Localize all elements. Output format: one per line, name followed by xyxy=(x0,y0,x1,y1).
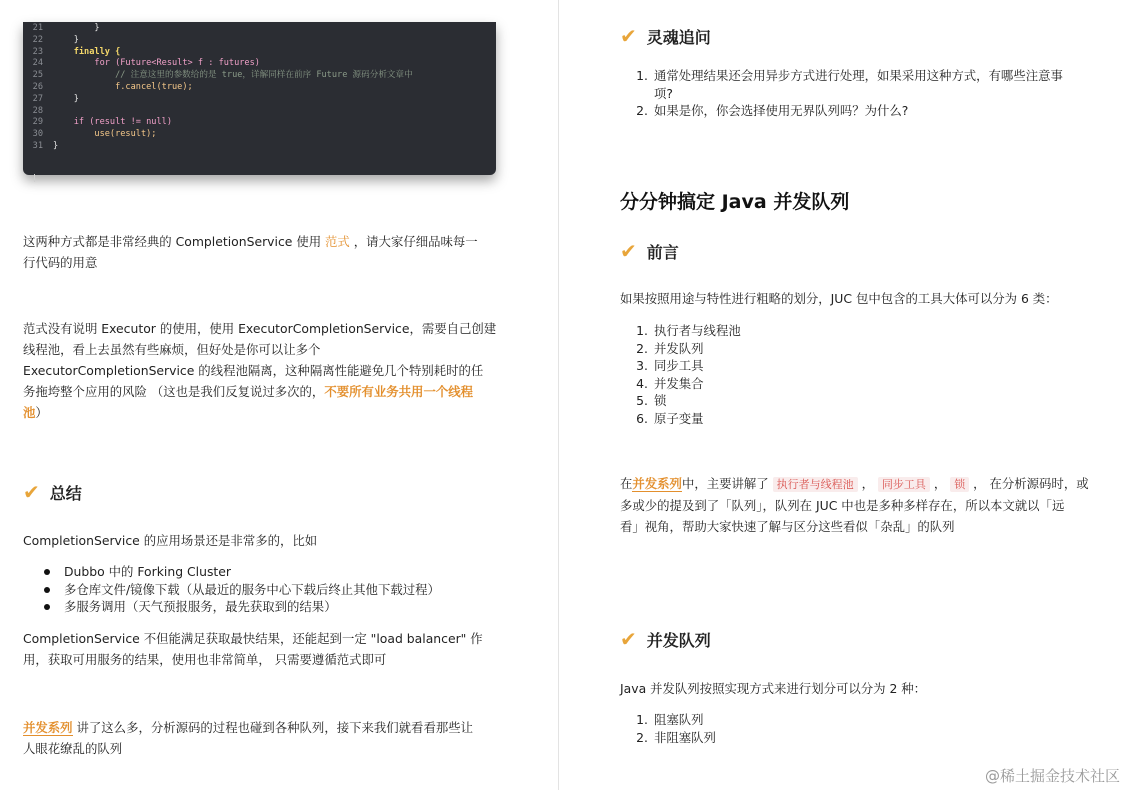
code-block xyxy=(23,22,496,175)
checkmark-icon: ✔ xyxy=(620,627,637,651)
item-number: 6. xyxy=(636,410,648,426)
item-number: 3. xyxy=(636,358,648,373)
series-link[interactable]: 并发系列 xyxy=(23,720,73,735)
code-line xyxy=(23,82,496,94)
text: 讲了这么多，分析源码的过程也碰到各种队列，接下来我们就看看那些让 xyxy=(72,720,474,735)
item-text: Dubbo 中的 Forking Cluster xyxy=(64,564,231,579)
item-number: 1. xyxy=(636,323,648,338)
item-number: 2. xyxy=(636,729,648,745)
code-comment: // 注意这里的参数给的是 true，详解同样在前序 Future 源码分析文章中 xyxy=(53,70,413,81)
text: ExecutorCompletionService 的线程池隔离，这种隔离性能避免几个特别耗时的任 xyxy=(23,363,484,378)
list-item xyxy=(620,375,741,393)
list-item xyxy=(620,711,716,729)
item-text xyxy=(654,67,1063,102)
code-text: } xyxy=(53,34,79,45)
list-item xyxy=(620,729,716,747)
line-number: 28 xyxy=(32,105,43,116)
heading-text: 前言 xyxy=(646,242,679,262)
watermark: @稀土掘金技术社区 xyxy=(984,767,1120,785)
code-text: } xyxy=(53,93,79,104)
list-item xyxy=(40,598,440,616)
item-number: 2. xyxy=(636,340,648,356)
text: 中，主要讲解了 xyxy=(681,476,773,491)
text: 在 xyxy=(620,476,633,491)
item-number: 5. xyxy=(636,393,648,408)
inline-code-tag: 同步工具 xyxy=(878,477,930,492)
line-number: 21 xyxy=(32,23,43,33)
code-text: if (result != null) xyxy=(53,117,172,128)
text: 用，获取可用服务的结果，使用也非常简单， 只需要遵循范式即可 xyxy=(23,652,387,667)
item-number: 2. xyxy=(636,103,648,118)
text: 人眼花缭乱的队列 xyxy=(23,741,123,756)
summary-intro: CompletionService 的应用场景还是非常多的，比如 xyxy=(23,533,318,548)
code-line xyxy=(23,141,496,153)
list-item xyxy=(620,67,1090,102)
code-line xyxy=(23,58,496,70)
code-line xyxy=(23,106,496,118)
paragraph-pattern xyxy=(23,231,503,273)
bullet-icon xyxy=(40,581,54,599)
list-item xyxy=(620,392,741,410)
code-text: f.cancel(true); xyxy=(53,81,193,92)
code-text: } xyxy=(53,23,100,33)
article-title: 分分钟搞定 Java 并发队列 xyxy=(620,191,850,213)
item-text: 同步工具 xyxy=(654,358,704,373)
item-text: 非阻塞队列 xyxy=(654,729,716,745)
summary-list xyxy=(40,563,440,616)
line-number: 26 xyxy=(32,81,43,92)
list-item xyxy=(620,102,1090,120)
item-text: 并发队列 xyxy=(654,340,704,356)
list-item xyxy=(620,340,741,358)
inline-code-tag: 执行者与线程池 xyxy=(773,477,858,492)
inline-code-tag: 锁 xyxy=(950,477,969,492)
text: 看」视角，帮助大家快速了解与区分这些看似「杂乱」的队列 xyxy=(620,519,955,534)
line-number: 22 xyxy=(32,34,43,45)
text: ， 在分析源码时，或 xyxy=(969,476,1089,491)
checkmark-icon: ✔ xyxy=(620,239,637,263)
text: 务拖垮整个应用的风险 （这也是我们反复说过多次的， xyxy=(23,384,325,399)
text: 行代码的用意 xyxy=(23,255,98,270)
juc-categories-list xyxy=(620,322,741,427)
bullet-icon xyxy=(40,598,54,616)
text: 线程池，看上去虽然有些麻烦，但好处是你可以让多个 xyxy=(23,342,321,357)
line-number: 25 xyxy=(32,70,43,81)
text: ） xyxy=(35,405,48,420)
code-line xyxy=(23,70,496,82)
left-page xyxy=(0,0,558,790)
code-line xyxy=(23,35,496,47)
highlight-pattern: 范式 xyxy=(325,234,350,249)
code-line xyxy=(23,23,496,35)
line-number: 31 xyxy=(32,140,43,151)
preface-paragraph: 如果按照用途与特性进行粗略的划分，JUC 包中包含的工具大体可以分为 6 类： xyxy=(620,291,1058,306)
page-divider xyxy=(558,0,559,790)
text: 项? xyxy=(654,85,673,101)
text: 通常处理结果还会用异步方式进行处理，如果采用这种方式，有哪些注意事 xyxy=(654,68,1063,83)
bullet-icon xyxy=(40,563,54,581)
line-number: 30 xyxy=(32,129,43,140)
text: ， xyxy=(857,476,878,491)
item-text: 阻塞队列 xyxy=(654,712,704,727)
checkmark-icon: ✔ xyxy=(620,24,637,48)
item-text: 原子变量 xyxy=(654,410,704,426)
highlight-warning: 不要所有业务共用一个线程 xyxy=(324,384,474,399)
heading-preface xyxy=(620,239,679,263)
item-text: 如果是你，你会选择使用无界队列吗？为什么? xyxy=(654,103,909,118)
closing-paragraph xyxy=(23,717,513,759)
heading-text: 总结 xyxy=(49,483,82,503)
heading-soul-questions xyxy=(620,24,711,48)
list-item xyxy=(40,563,440,581)
item-text: 执行者与线程池 xyxy=(654,323,741,338)
code-line xyxy=(23,47,496,59)
line-number: 27 xyxy=(32,93,43,104)
code-scroll-hint xyxy=(34,174,35,182)
list-item xyxy=(620,357,741,375)
heading-summary xyxy=(23,480,82,504)
code-line xyxy=(23,117,496,129)
item-text: 锁 xyxy=(654,393,667,408)
queue-types-list xyxy=(620,711,716,746)
list-item xyxy=(620,322,741,340)
item-text: 并发集合 xyxy=(654,375,704,391)
queue-paragraph: Java 并发队列按照实现方式来进行划分可以分为 2 种： xyxy=(620,681,927,696)
item-text: 多仓库文件/镜像下载（从最近的服务中心下载后终止其他下载过程） xyxy=(64,581,440,597)
paragraph-executor xyxy=(23,318,513,423)
list-item xyxy=(620,410,741,428)
text: 这两种方式都是非常经典的 CompletionService 使用 xyxy=(23,234,326,249)
code-text: for (Future<Result> f : futures) xyxy=(53,58,260,69)
code-text: } xyxy=(53,140,59,151)
highlight-warning: 池 xyxy=(23,405,36,420)
code-line xyxy=(23,94,496,106)
series-link[interactable]: 并发系列 xyxy=(632,476,682,491)
soul-questions-list xyxy=(620,67,1090,120)
text: 范式没有说明 Executor 的使用，使用 ExecutorCompletionService，需要自己创建 xyxy=(23,321,497,336)
heading-concurrent-queue xyxy=(620,627,711,651)
item-number: 1. xyxy=(636,712,648,727)
code-text: use(result); xyxy=(53,129,157,140)
text: ， xyxy=(929,476,951,491)
text: 多或少的提及到了「队列」，队列在 JUC 中也是多种多样存在，所以本文就以「远 xyxy=(620,498,1065,513)
item-text: 多服务调用（天气预报服务，最先获取到的结果） xyxy=(64,599,337,614)
text: CompletionService 不但能满足获取最快结果，还能起到一定 "load balancer" 作 xyxy=(23,631,483,646)
line-number: 24 xyxy=(32,58,43,69)
code-text: finally { xyxy=(53,46,121,57)
heading-text: 灵魂追问 xyxy=(646,27,711,47)
item-number: 1. xyxy=(636,68,648,83)
right-page xyxy=(560,0,1128,790)
list-item xyxy=(40,581,440,599)
line-number: 23 xyxy=(32,46,43,57)
line-number: 29 xyxy=(32,117,43,128)
checkmark-icon: ✔ xyxy=(23,480,40,504)
intro-paragraph xyxy=(620,473,1120,537)
summary-paragraph xyxy=(23,628,513,670)
heading-text: 并发队列 xyxy=(646,630,711,650)
code-line xyxy=(23,129,496,141)
item-number: 4. xyxy=(636,375,648,391)
text: ，请大家仔细品味每一 xyxy=(349,234,478,249)
